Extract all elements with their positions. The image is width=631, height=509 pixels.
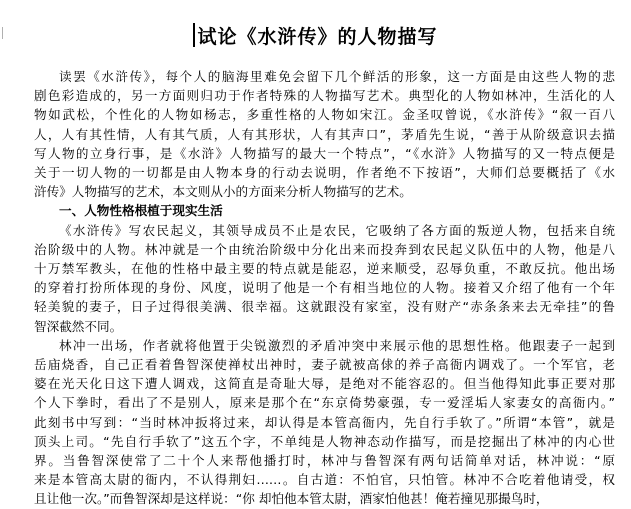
text-line: 林冲一出场，作者就将他置于尖锐激烈的矛盾冲突中来展示他的思想性格。他跟妻子一起到 <box>59 337 615 353</box>
paragraph <box>34 67 615 201</box>
text-line: 关于一切人物的一切都是由人物本身的行动去说明，作者绝不下按语”，大师们总要概括了《水 <box>34 165 615 181</box>
document-title[interactable]: 试论《水浒传》的人物描写 <box>197 26 438 48</box>
text-cursor <box>193 23 195 47</box>
text-line: 剧色彩造成的，另一方面则归功于作者特殊的人物描写艺术。典型化的人物如林冲，生活化的人 <box>34 88 615 104</box>
text-line: 智深截然不同。 <box>34 318 123 334</box>
text-line: 读罢《水浒传》，每个人的脑海里难免会留下几个鲜活的形象，这一方面是由这些人物的悲 <box>59 69 615 84</box>
text-line: 十万禁军教头，在他的性格中最主要的特点就是能忍，逆来顺受，忍辱负重，不敢反抗。他出场 <box>34 261 615 277</box>
paragraph <box>34 336 615 509</box>
paragraph <box>34 221 615 336</box>
text-line: 界。当鲁智深使常了二十个人来帮他播打时，林冲与鲁智深有两句话简单对话，林冲说：“原 <box>34 453 615 469</box>
title-container <box>0 22 631 49</box>
text-line: 治阶级中的人物。林冲就是一个由统治阶级中分化出来而投奔到农民起义队伍中的人物，他是八 <box>34 241 615 257</box>
section-heading: 一、人物性格根植于现实生活 <box>59 203 223 219</box>
text-line: 顶头上司。“先自行手软了”这五个字，不单纯是人物神态动作描写，而是挖掘出了林冲的内心世 <box>34 433 615 449</box>
text-line: 岳庙烧香，自己正看着鲁智深使禅杖出神时，妻子就被高俅的养子高衙内调戏了。一个军官，老 <box>34 357 615 373</box>
text-line: 物如武松，个性化的人物如杨志，多重性格的人物如宋江。金圣叹曾说，《水浒传》“叙一百八 <box>34 107 615 123</box>
text-line: 《水浒传》写农民起义，其领导成员不止是农民，它吸纳了各方面的叛逆人物，包括来自统 <box>59 222 615 238</box>
text-line: 个人下拳时，看出了不是别人，原来是那个在“东京倚势豪强，专一爱淫垢人家妻女的高衙内。” <box>34 395 615 411</box>
text-line: 浒传》人物描写的艺术，本文则从小的方面来分析人物描写的艺术。 <box>34 184 412 200</box>
text-line: 此刻书中写到：“当时林冲扳将过来，却认得是本管高衙内，先自行手软了。”所谓“本管”，就是 <box>34 414 615 430</box>
text-line: 的穿着打扮所体现的身份、风度，说明了他是一个有相当地位的人物。接着又介绍了他有一个年 <box>34 280 615 296</box>
text-line: 且让他一次。”而鲁智深却是这样说：“你 却怕他本管太尉，酒家怕他甚！俺若撞见那撮鸟时， <box>34 491 549 507</box>
text-line: 写人物的立身行事，是《水浒》人物描写的最大一个特点”，“《水浒》人物描写的又一特点便是 <box>34 145 615 161</box>
text-line: 来是本管高太尉的衙内，不认得荆妇……。自古道：不怕官，只怕管。林冲不合吃着他请受，权 <box>34 472 615 488</box>
text-line: 轻美貌的妻子，日子过得很美满、很幸福。这就跟没有家室，没有财产“赤条条来去无牵挂”的鲁 <box>34 299 615 315</box>
document-body[interactable] <box>34 67 615 509</box>
text-line: 婆在光天化日这下遭人调戏，这简直是奇耻大辱，是绝对不能容忍的。但当他得知此事正要对那 <box>34 376 615 392</box>
text-line: 人，人有其性情，人有其气质，人有其形状，人有其声口”，茅盾先生说，“善于从阶级意识去描 <box>34 126 615 142</box>
